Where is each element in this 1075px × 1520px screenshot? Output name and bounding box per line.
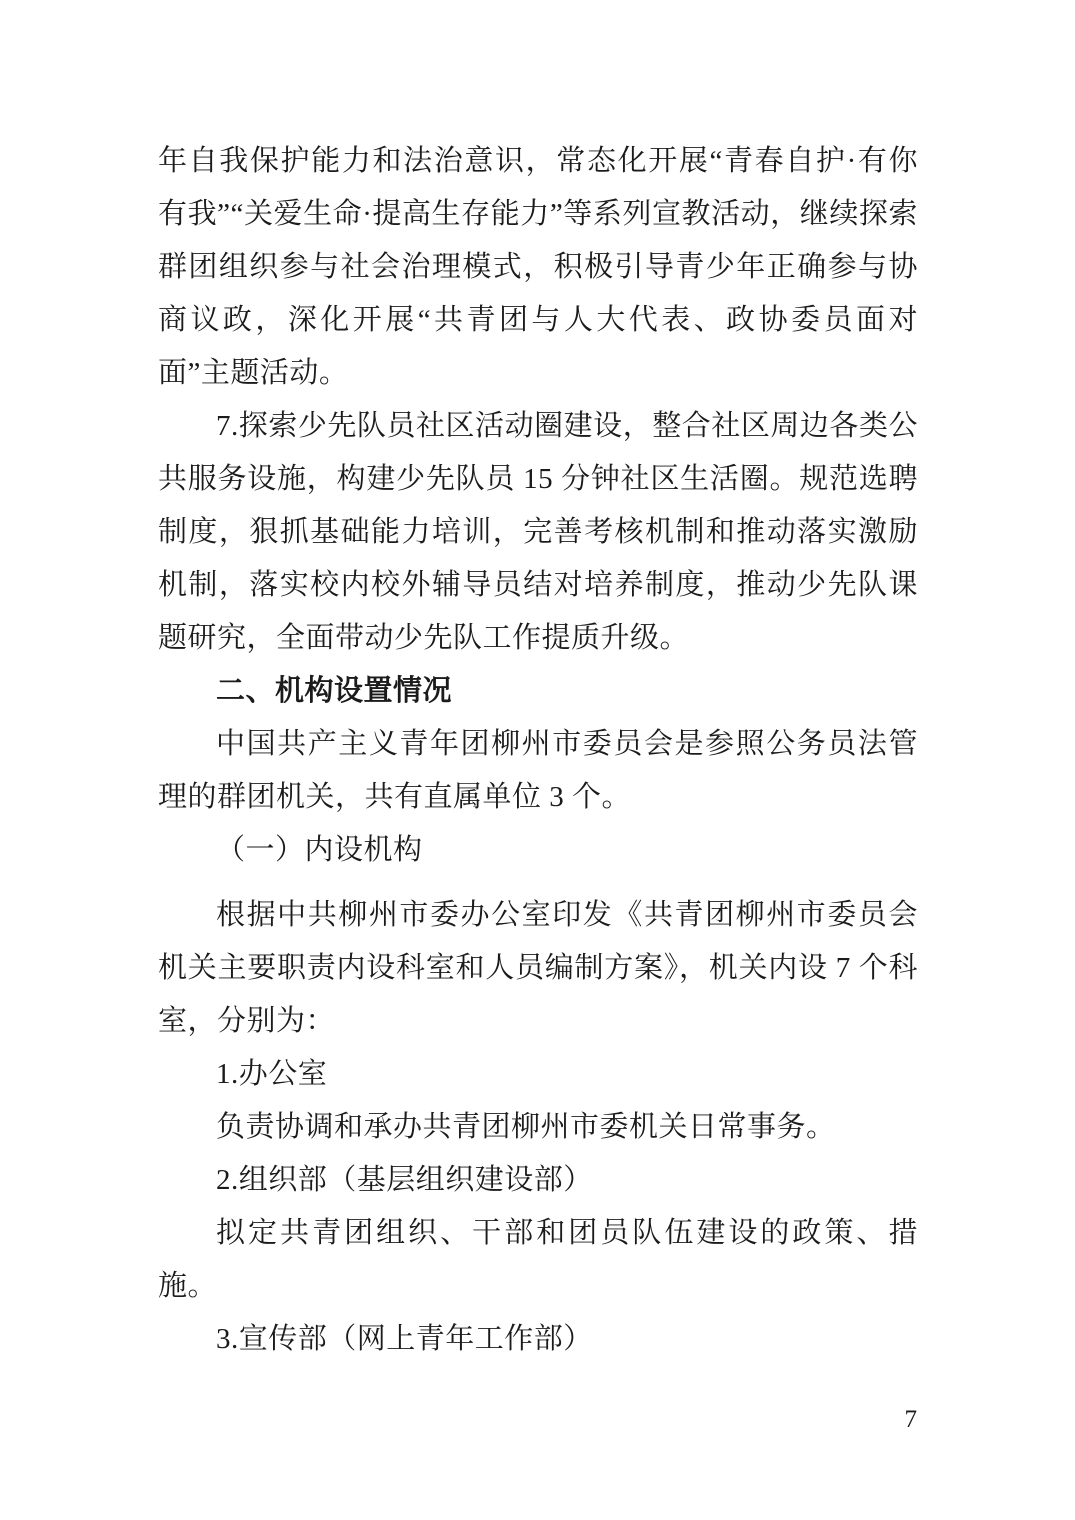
list-item-publicity-dept-title: 3.宣传部（网上青年工作部） — [216, 1323, 593, 1355]
section-heading-organization-setup: 二、机构设置情况 — [216, 675, 453, 707]
list-item-office-title: 1.办公室 — [216, 1058, 328, 1090]
document-body — [158, 135, 918, 1366]
paragraph-continuation: 年自我保护能力和法治意识，常态化开展“青春自护·有你有我”“关爱生命·提高生存能力”等系列宣教活动，继续探索群团组织参与社会治理模式，积极引导青少年正确参与协商议政，深化开展“共青团与人大代表、政协委员面对面”主题活动。 — [158, 145, 918, 389]
list-item-organization-dept-desc: 拟定共青团组织、干部和团员队伍建设的政策、措施。 — [158, 1217, 918, 1302]
list-item-organization-dept-title: 2.组织部（基层组织建设部） — [216, 1164, 593, 1196]
paragraph-internal-offices-intro: 根据中共柳州市委办公室印发《共青团柳州市委员会机关主要职责内设科室和人员编制方案》，机关内设 7 个科室，分别为： — [158, 899, 918, 1037]
page-number: 7 — [904, 1406, 917, 1433]
paragraph-item-7: 7.探索少先队员社区活动圈建设，整合社区周边各类公共服务设施，构建少先队员 15 分钟社区生活圈。规范选聘制度，狠抓基础能力培训，完善考核机制和推动落实激励机制，落实校内校外辅导员结对培养制度，推动少先队课题研究，全面带动少先队工作提质升级。 — [158, 410, 918, 654]
sub-heading-internal-organs: （一）内设机构 — [216, 834, 423, 866]
paragraph-committee-overview: 中国共产主义青年团柳州市委员会是参照公务员法管理的群团机关，共有直属单位 3 个。 — [158, 728, 918, 813]
list-item-office-desc: 负责协调和承办共青团柳州市委机关日常事务。 — [216, 1111, 836, 1143]
